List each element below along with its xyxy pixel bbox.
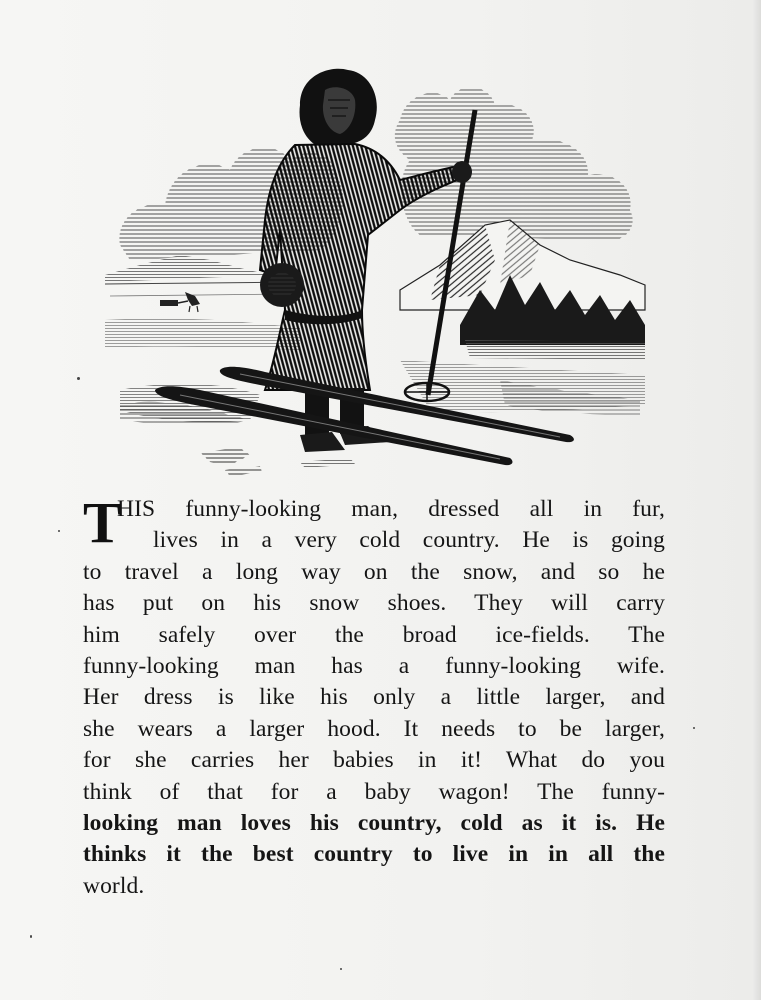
story-line: HIS funny-looking man, dressed all in fur, <box>117 496 665 522</box>
story-line: world. <box>83 872 145 899</box>
paper-speck <box>693 727 695 729</box>
engraving-illustration <box>100 60 650 490</box>
story-line: thinks it the best country to live in in all the <box>83 841 665 868</box>
story-line: to travel a long way on the snow, and so he <box>83 558 665 585</box>
cloud-right <box>395 87 633 241</box>
story-line: she wears a larger hood. It needs to be larger, <box>83 715 665 742</box>
paper-speck <box>340 968 342 970</box>
story-line: think of that for a baby wagon! The funny- <box>83 778 665 805</box>
page-edge <box>753 0 761 1000</box>
story-line: for she carries her babies in it! What do you <box>83 747 665 774</box>
story-line: looking man loves his country, cold as it is. He <box>83 809 665 836</box>
story-line: has put on his snow shoes. They will carry <box>83 590 665 617</box>
story-line: funny-looking man has a funny-looking wife. <box>83 652 665 679</box>
story-line: lives in a very cold country. He is going <box>153 527 665 554</box>
drop-cap-letter: T <box>83 490 122 555</box>
paper-speck <box>58 530 60 532</box>
paper-speck <box>77 377 80 380</box>
story-text <box>83 490 665 902</box>
story-line: Her dress is like his only a little larger, and <box>83 684 665 711</box>
story-line: him safely over the broad ice-fields. The <box>83 621 665 648</box>
paper-speck <box>30 935 32 938</box>
